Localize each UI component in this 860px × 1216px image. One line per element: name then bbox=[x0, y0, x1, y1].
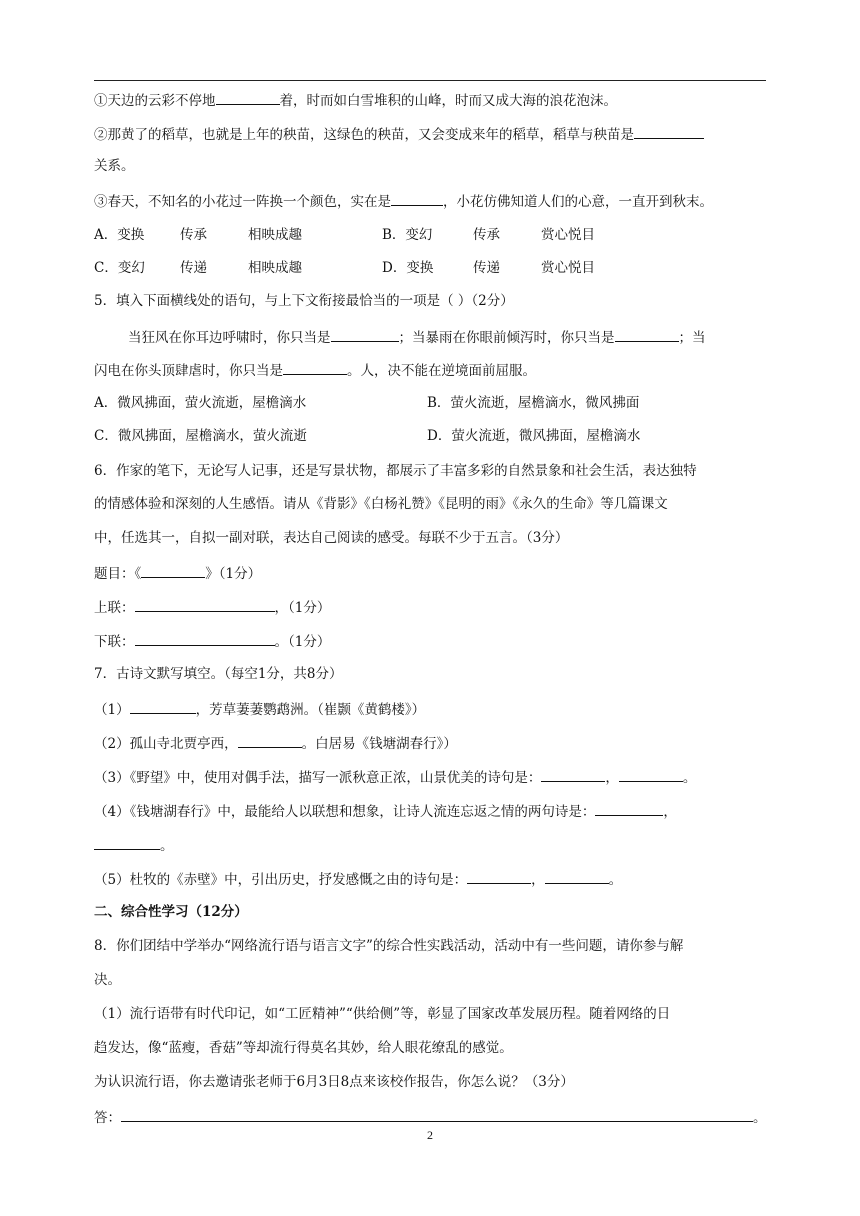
option-b-word2: 传承 bbox=[473, 227, 500, 243]
header-rule bbox=[94, 80, 766, 81]
q7-item-2 bbox=[94, 732, 457, 754]
answer-blank[interactable] bbox=[331, 326, 399, 342]
text: 。白居易《钱塘湖春行》） bbox=[301, 736, 457, 752]
text: ②那黄了的稻草，也就是上年的秧苗，这绿色的秧苗，又会变成来年的稻草，稻草与秧苗是 bbox=[94, 127, 634, 143]
option-d-word3: 赏心悦目 bbox=[541, 260, 595, 276]
text: 当狂风在你耳边呼啸时，你只当是 bbox=[128, 330, 331, 346]
q7-item-4 bbox=[94, 800, 677, 822]
text: ，芳草萋萋鹦鹉洲。（崔颢《黄鹤楼》） bbox=[195, 702, 426, 718]
answer-blank[interactable] bbox=[283, 359, 347, 375]
q6-lower-couplet bbox=[94, 630, 330, 652]
q7-item-1 bbox=[94, 698, 425, 720]
q8-stem-line-2: 决。 bbox=[94, 972, 121, 988]
q6-stem-line-1: 6．作家的笔下，无论写人记事，还是写景状物，都展示了丰富多彩的自然景象和社会生活，表达独特 bbox=[94, 463, 697, 479]
q8-answer-line bbox=[94, 1106, 767, 1128]
text: 答： bbox=[94, 1110, 121, 1126]
q4-option-row-1 bbox=[94, 225, 595, 245]
text: 。 bbox=[753, 1110, 767, 1126]
page-number: 2 bbox=[427, 1128, 433, 1142]
option-c-word1[interactable]: C．变幻 bbox=[94, 260, 145, 276]
q5-option-row-2 bbox=[94, 426, 640, 446]
answer-blank[interactable] bbox=[391, 190, 443, 206]
q5-option-row-1 bbox=[94, 393, 639, 413]
option-d-word1[interactable]: D．变换 bbox=[382, 260, 434, 276]
q4-sentence-1 bbox=[94, 89, 617, 111]
text: ；当暴雨在你眼前倾泻时，你只当是 bbox=[398, 330, 615, 346]
answer-blank[interactable] bbox=[634, 123, 704, 139]
q4-sentence-3 bbox=[94, 190, 713, 212]
option-b-word3: 赏心悦目 bbox=[541, 227, 595, 243]
option-a-word2: 传承 bbox=[180, 227, 207, 243]
q8-stem-line-1: 8．你们团结中学举办“网络流行语与语言文字”的综合性实践活动，活动中有一些问题，请你参与解 bbox=[94, 938, 684, 954]
text: ， bbox=[663, 804, 677, 820]
option-a[interactable]: A．微风拂面，萤火流逝，屋檐滴水 bbox=[94, 395, 307, 411]
text: ③春天，不知名的小花过一阵换一个颜色，实在是 bbox=[94, 194, 391, 210]
answer-blank[interactable] bbox=[595, 800, 663, 816]
text: 。（1分） bbox=[274, 634, 331, 650]
text: ， bbox=[531, 872, 545, 888]
text: 下联： bbox=[94, 634, 135, 650]
text: ①天边的云彩不停地 bbox=[94, 93, 216, 109]
q4-sentence-2-cont: 关系。 bbox=[94, 158, 135, 174]
answer-blank[interactable] bbox=[238, 732, 302, 748]
q5-passage-line-2 bbox=[94, 359, 536, 381]
text: 上联： bbox=[94, 600, 135, 616]
q7-item-3 bbox=[94, 766, 696, 788]
text: 题目：《 bbox=[94, 566, 142, 582]
q8-sub1-line-1: （1）流行语带有时代印记，如“工匠精神”“供给侧”等，彰显了国家改革发展历程。随着网络的日 bbox=[94, 1006, 671, 1022]
text: ， bbox=[605, 770, 619, 786]
text: 。 bbox=[682, 770, 697, 786]
q7-item-4-cont bbox=[94, 834, 174, 856]
answer-blank[interactable] bbox=[141, 562, 205, 578]
answer-blank[interactable] bbox=[467, 868, 531, 884]
q5-stem: 5．填入下面横线处的语句，与上下文衔接最恰当的一项是（ ）（2分） bbox=[94, 293, 514, 309]
text: 。 bbox=[608, 872, 623, 888]
option-c-word2: 传递 bbox=[180, 260, 207, 276]
answer-blank[interactable] bbox=[130, 698, 196, 714]
option-a-word3: 相映成趣 bbox=[248, 227, 302, 243]
answer-blank[interactable] bbox=[216, 89, 280, 105]
answer-blank[interactable] bbox=[545, 868, 609, 884]
q6-stem-line-2: 的情感体验和深刻的人生感悟。请从《背影》《白杨礼赞》《昆明的雨》《永久的生命》等几篇课文 bbox=[94, 496, 668, 512]
text: （1） bbox=[94, 702, 130, 718]
section-heading: 二、综合性学习（12分） bbox=[94, 904, 248, 920]
option-b[interactable]: B．萤火流逝，屋檐滴水，微风拂面 bbox=[427, 395, 640, 411]
option-d[interactable]: D．萤火流逝，微风拂面，屋檐滴水 bbox=[427, 428, 641, 444]
answer-blank[interactable] bbox=[135, 630, 275, 646]
option-d-word2: 传递 bbox=[473, 260, 500, 276]
text: ，小花仿佛知道人们的心意，一直开到秋末。 bbox=[443, 194, 713, 210]
option-a-word1[interactable]: A．变换 bbox=[94, 227, 145, 243]
option-c[interactable]: C．微风拂面，屋檐滴水，萤火流逝 bbox=[94, 428, 307, 444]
text: （3）《野望》中，使用对偶手法，描写一派秋意正浓，山景优美的诗句是： bbox=[94, 770, 542, 786]
text: 闪电在你头顶肆虐时，你只当是 bbox=[94, 363, 283, 379]
answer-blank[interactable] bbox=[541, 766, 605, 782]
q6-title-line bbox=[94, 562, 261, 584]
answer-blank[interactable] bbox=[615, 326, 679, 342]
q5-passage-line-1 bbox=[128, 326, 706, 348]
text: 着，时而如白雪堆积的山峰，时而又成大海的浪花泡沫。 bbox=[279, 93, 617, 109]
text: （4）《钱塘湖春行》中，最能给人以联想和想象，让诗人流连忘返之情的两句诗是： bbox=[94, 804, 596, 820]
text: 》（1分） bbox=[205, 566, 262, 582]
q8-sub1-question: 为认识流行语，你去邀请张老师于6月3日8点来该校作报告，你怎么说？（3分） bbox=[94, 1074, 574, 1090]
option-c-word3: 相映成趣 bbox=[248, 260, 302, 276]
q8-sub1-line-2: 趋发达，像“蓝瘦，香菇”等却流行得莫名其妙，给人眼花缭乱的感觉。 bbox=[94, 1040, 513, 1056]
answer-blank[interactable] bbox=[135, 596, 275, 612]
q4-option-row-2 bbox=[94, 258, 595, 278]
q7-stem: 7．古诗文默写填空。（每空1分，共8分） bbox=[94, 666, 343, 682]
q7-item-5 bbox=[94, 868, 622, 890]
text: ，（1分） bbox=[274, 600, 331, 616]
q6-upper-couplet bbox=[94, 596, 330, 618]
text: （5）杜牧的《赤壁》中，引出历史，抒发感慨之由的诗句是： bbox=[94, 872, 468, 888]
text: （2）孤山寺北贾亭西， bbox=[94, 736, 238, 752]
q4-sentence-2 bbox=[94, 123, 704, 145]
text: 。人，决不能在逆境面前屈服。 bbox=[347, 363, 536, 379]
answer-blank[interactable] bbox=[121, 1106, 753, 1122]
text: 。 bbox=[160, 838, 174, 854]
option-b-word1[interactable]: B．变幻 bbox=[382, 227, 433, 243]
text: ；当 bbox=[678, 330, 706, 346]
q6-stem-line-3: 中，任选其一，自拟一副对联，表达自己阅读的感受。每联不少于五言。（3分） bbox=[94, 530, 569, 546]
answer-blank[interactable] bbox=[619, 766, 683, 782]
answer-blank[interactable] bbox=[94, 834, 160, 850]
